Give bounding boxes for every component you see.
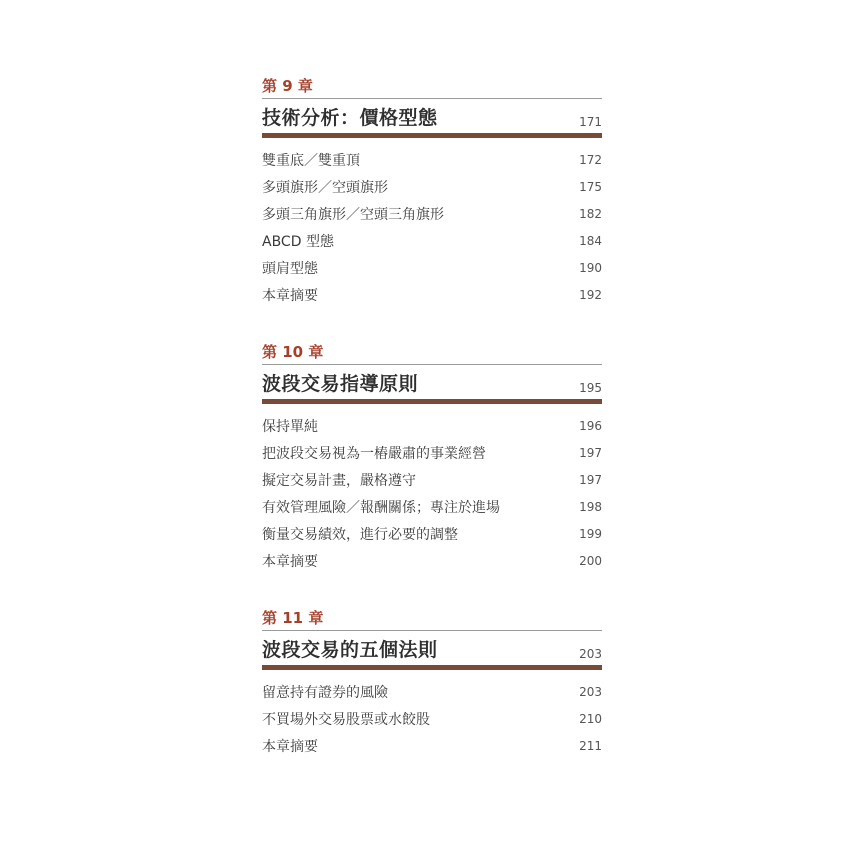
toc-entry[interactable] [262,493,602,520]
entry-page-number: 175 [579,179,602,194]
toc-entry[interactable] [262,732,602,759]
toc-entry[interactable] [262,254,602,281]
entry-page-number: 192 [579,287,602,302]
entry-title: 本章摘要 [262,287,318,304]
entry-title: 留意持有證券的風險 [262,684,388,701]
entry-title: 把波段交易視為一樁嚴肅的事業經營 [262,445,486,462]
entry-page-number: 197 [579,445,602,460]
entry-page-number: 200 [579,553,602,568]
entry-list [262,404,602,574]
chapter-section [262,342,602,574]
entry-title: 衡量交易績效，進行必要的調整 [262,526,458,543]
toc-entry[interactable] [262,281,602,308]
toc-entry[interactable] [262,547,602,574]
toc-entry[interactable] [262,412,602,439]
chapter-page-number: 171 [579,115,602,129]
toc-entry[interactable] [262,678,602,705]
chapter-title: 波段交易指導原則 [262,373,419,395]
entry-page-number: 210 [579,711,602,726]
entry-title: 擬定交易計畫，嚴格遵守 [262,472,416,489]
chapter-page-number: 195 [579,381,602,395]
entry-page-number: 203 [579,684,602,699]
chapter-title: 技術分析：價格型態 [262,107,438,129]
entry-title: 多頭三角旗形／空頭三角旗形 [262,206,444,223]
chapter-label: 第 9 章 [262,76,602,99]
entry-page-number: 196 [579,418,602,433]
toc-entry[interactable] [262,227,602,254]
chapter-section [262,608,602,759]
toc-entry[interactable] [262,146,602,173]
entry-page-number: 211 [579,738,602,753]
entry-page-number: 198 [579,499,602,514]
table-of-contents [262,76,602,793]
entry-page-number: 172 [579,152,602,167]
chapter-title: 波段交易的五個法則 [262,639,438,661]
toc-entry[interactable] [262,439,602,466]
entry-page-number: 182 [579,206,602,221]
entry-title: 本章摘要 [262,553,318,570]
entry-title: 頭肩型態 [262,260,318,277]
entry-title: 雙重底／雙重頂 [262,152,360,169]
entry-list [262,670,602,759]
chapter-label: 第 11 章 [262,608,602,631]
chapter-section [262,76,602,308]
entry-title: 本章摘要 [262,738,318,755]
entry-title: 多頭旗形／空頭旗形 [262,179,388,196]
entry-page-number: 197 [579,472,602,487]
toc-entry[interactable] [262,520,602,547]
toc-entry[interactable] [262,173,602,200]
chapter-heading[interactable] [262,365,602,404]
toc-entry[interactable] [262,705,602,732]
entry-page-number: 190 [579,260,602,275]
entry-list [262,138,602,308]
toc-entry[interactable] [262,466,602,493]
toc-entry[interactable] [262,200,602,227]
chapter-label: 第 10 章 [262,342,602,365]
entry-title: 有效管理風險／報酬關係；專注於進場 [262,499,500,516]
entry-page-number: 199 [579,526,602,541]
entry-page-number: 184 [579,233,602,248]
chapter-heading[interactable] [262,99,602,138]
chapter-page-number: 203 [579,647,602,661]
entry-title: 保持單純 [262,418,318,435]
entry-title: ABCD 型態 [262,233,334,250]
entry-title: 不買場外交易股票或水餃股 [262,711,430,728]
chapter-heading[interactable] [262,631,602,670]
